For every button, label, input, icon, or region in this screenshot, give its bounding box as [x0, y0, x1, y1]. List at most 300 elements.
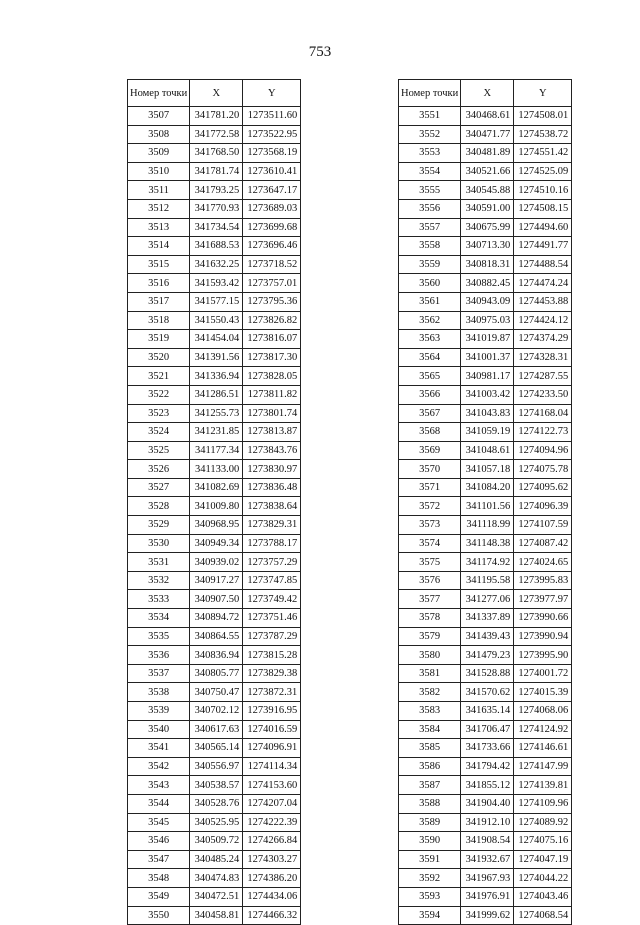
cell-point-number: 3536	[128, 646, 190, 665]
cell-point-number: 3570	[399, 460, 461, 479]
cell-x: 341781.20	[190, 107, 243, 126]
cell-point-number: 3521	[128, 367, 190, 386]
cell-x: 341904.40	[461, 794, 514, 813]
cell-x: 340907.50	[190, 590, 243, 609]
cell-x: 341231.85	[190, 423, 243, 442]
cell-point-number: 3578	[399, 609, 461, 628]
cell-x: 340528.76	[190, 794, 243, 813]
cell-x: 341772.58	[190, 125, 243, 144]
cell-y: 1274153.60	[243, 776, 301, 795]
cell-point-number: 3508	[128, 125, 190, 144]
cell-x: 341174.92	[461, 553, 514, 572]
cell-point-number: 3589	[399, 813, 461, 832]
cell-y: 1273817.30	[243, 348, 301, 367]
table-row	[128, 813, 301, 832]
cell-x: 340750.47	[190, 683, 243, 702]
cell-x: 341768.50	[190, 144, 243, 163]
cell-x: 340836.94	[190, 646, 243, 665]
table-row	[399, 107, 572, 126]
cell-point-number: 3523	[128, 404, 190, 423]
table-row	[399, 664, 572, 683]
cell-x: 341635.14	[461, 702, 514, 721]
cell-y: 1273757.29	[243, 553, 301, 572]
cell-point-number: 3562	[399, 311, 461, 330]
cell-point-number: 3525	[128, 441, 190, 460]
table-header-row	[399, 80, 572, 107]
cell-x: 341593.42	[190, 274, 243, 293]
cell-y: 1273718.52	[243, 255, 301, 274]
cell-x: 340805.77	[190, 664, 243, 683]
cell-y: 1274043.46	[514, 887, 572, 906]
cell-y: 1273568.19	[243, 144, 301, 163]
cell-point-number: 3559	[399, 255, 461, 274]
cell-point-number: 3548	[128, 869, 190, 888]
cell-point-number: 3512	[128, 199, 190, 218]
cell-point-number: 3568	[399, 423, 461, 442]
table-row	[128, 162, 301, 181]
cell-y: 1274114.34	[243, 757, 301, 776]
cell-x: 341133.00	[190, 460, 243, 479]
cell-x: 341043.83	[461, 404, 514, 423]
table-row	[128, 869, 301, 888]
cell-point-number: 3540	[128, 720, 190, 739]
cell-y: 1274089.92	[514, 813, 572, 832]
cell-x: 340949.34	[190, 534, 243, 553]
cell-x: 340975.03	[461, 311, 514, 330]
table-row	[128, 125, 301, 144]
cell-y: 1273787.29	[243, 627, 301, 646]
cell-x: 341059.19	[461, 423, 514, 442]
table-row	[128, 646, 301, 665]
cell-x: 341148.38	[461, 534, 514, 553]
cell-y: 1274096.39	[514, 497, 572, 516]
cell-x: 341794.42	[461, 757, 514, 776]
table-row	[128, 720, 301, 739]
cell-x: 341286.51	[190, 385, 243, 404]
cell-point-number: 3566	[399, 385, 461, 404]
table-row	[399, 274, 572, 293]
coordinates-table-right	[398, 79, 572, 925]
cell-y: 1274551.42	[514, 144, 572, 163]
cell-y: 1274233.50	[514, 385, 572, 404]
table-row	[128, 664, 301, 683]
cell-y: 1274015.39	[514, 683, 572, 702]
cell-y: 1274287.55	[514, 367, 572, 386]
page-number: 753	[308, 44, 332, 60]
cell-point-number: 3592	[399, 869, 461, 888]
table-row	[399, 850, 572, 869]
table-row	[399, 460, 572, 479]
table-row	[399, 702, 572, 721]
cell-point-number: 3585	[399, 739, 461, 758]
cell-x: 341101.56	[461, 497, 514, 516]
table-row	[399, 367, 572, 386]
cell-y: 1274122.73	[514, 423, 572, 442]
cell-point-number: 3537	[128, 664, 190, 683]
cell-point-number: 3507	[128, 107, 190, 126]
header-point-number: Номер точки	[128, 80, 190, 107]
cell-y: 1273813.87	[243, 423, 301, 442]
header-point-number: Номер точки	[399, 80, 461, 107]
cell-x: 341733.66	[461, 739, 514, 758]
cell-y: 1273699.68	[243, 218, 301, 237]
cell-x: 341177.34	[190, 441, 243, 460]
table-row	[128, 460, 301, 479]
cell-x: 340943.09	[461, 292, 514, 311]
cell-point-number: 3527	[128, 478, 190, 497]
cell-point-number: 3569	[399, 441, 461, 460]
cell-y: 1274047.19	[514, 850, 572, 869]
cell-y: 1273828.05	[243, 367, 301, 386]
table-row	[399, 794, 572, 813]
cell-point-number: 3542	[128, 757, 190, 776]
cell-x: 341932.67	[461, 850, 514, 869]
cell-x: 341550.43	[190, 311, 243, 330]
cell-point-number: 3517	[128, 292, 190, 311]
cell-x: 341391.56	[190, 348, 243, 367]
cell-point-number: 3586	[399, 757, 461, 776]
cell-y: 1274107.59	[514, 516, 572, 535]
cell-point-number: 3552	[399, 125, 461, 144]
cell-point-number: 3520	[128, 348, 190, 367]
table-row	[128, 627, 301, 646]
cell-y: 1273916.95	[243, 702, 301, 721]
table-row	[128, 553, 301, 572]
cell-y: 1274374.29	[514, 330, 572, 349]
cell-y: 1274328.31	[514, 348, 572, 367]
cell-x: 340556.97	[190, 757, 243, 776]
cell-y: 1274386.20	[243, 869, 301, 888]
table-row	[128, 850, 301, 869]
cell-y: 1273872.31	[243, 683, 301, 702]
cell-y: 1274538.72	[514, 125, 572, 144]
cell-point-number: 3515	[128, 255, 190, 274]
cell-point-number: 3518	[128, 311, 190, 330]
table-row	[128, 609, 301, 628]
table-row	[128, 832, 301, 851]
cell-x: 341793.25	[190, 181, 243, 200]
cell-y: 1274466.32	[243, 906, 301, 925]
cell-point-number: 3513	[128, 218, 190, 237]
coordinates-table-left	[127, 79, 301, 925]
cell-y: 1274303.27	[243, 850, 301, 869]
cell-point-number: 3572	[399, 497, 461, 516]
table-row	[128, 181, 301, 200]
cell-y: 1274168.04	[514, 404, 572, 423]
table-row	[128, 441, 301, 460]
table-row	[128, 348, 301, 367]
cell-x: 340968.95	[190, 516, 243, 535]
cell-y: 1273995.83	[514, 571, 572, 590]
cell-x: 340565.14	[190, 739, 243, 758]
header-x: X	[190, 80, 243, 107]
cell-x: 340471.77	[461, 125, 514, 144]
table-row	[128, 107, 301, 126]
table-row	[399, 683, 572, 702]
cell-y: 1273788.17	[243, 534, 301, 553]
cell-y: 1274434.06	[243, 887, 301, 906]
table-row	[399, 181, 572, 200]
cell-point-number: 3583	[399, 702, 461, 721]
header-x: X	[461, 80, 514, 107]
cell-x: 341706.47	[461, 720, 514, 739]
table-row	[128, 478, 301, 497]
cell-point-number: 3532	[128, 571, 190, 590]
cell-x: 340538.57	[190, 776, 243, 795]
cell-point-number: 3546	[128, 832, 190, 851]
table-row	[399, 739, 572, 758]
cell-y: 1274139.81	[514, 776, 572, 795]
table-row	[399, 887, 572, 906]
cell-point-number: 3547	[128, 850, 190, 869]
cell-x: 340591.00	[461, 199, 514, 218]
cell-y: 1273995.90	[514, 646, 572, 665]
cell-point-number: 3590	[399, 832, 461, 851]
cell-x: 341976.91	[461, 887, 514, 906]
cell-x: 340818.31	[461, 255, 514, 274]
cell-point-number: 3516	[128, 274, 190, 293]
cell-x: 341454.04	[190, 330, 243, 349]
table-row	[399, 869, 572, 888]
cell-y: 1273811.82	[243, 385, 301, 404]
table-row	[399, 571, 572, 590]
cell-point-number: 3560	[399, 274, 461, 293]
cell-point-number: 3582	[399, 683, 461, 702]
cell-x: 341688.53	[190, 237, 243, 256]
cell-point-number: 3533	[128, 590, 190, 609]
cell-y: 1274146.61	[514, 739, 572, 758]
cell-x: 341195.58	[461, 571, 514, 590]
cell-x: 340472.51	[190, 887, 243, 906]
cell-y: 1273826.82	[243, 311, 301, 330]
cell-x: 341912.10	[461, 813, 514, 832]
cell-x: 341770.93	[190, 199, 243, 218]
cell-x: 340981.17	[461, 367, 514, 386]
cell-y: 1273829.38	[243, 664, 301, 683]
cell-y: 1274016.59	[243, 720, 301, 739]
cell-y: 1274207.04	[243, 794, 301, 813]
cell-y: 1274266.84	[243, 832, 301, 851]
cell-x: 341632.25	[190, 255, 243, 274]
cell-point-number: 3573	[399, 516, 461, 535]
table-row	[399, 478, 572, 497]
table-row	[399, 516, 572, 535]
cell-y: 1274222.39	[243, 813, 301, 832]
cell-point-number: 3539	[128, 702, 190, 721]
cell-point-number: 3545	[128, 813, 190, 832]
cell-x: 341082.69	[190, 478, 243, 497]
cell-y: 1273815.28	[243, 646, 301, 665]
cell-y: 1274488.54	[514, 255, 572, 274]
cell-point-number: 3584	[399, 720, 461, 739]
cell-point-number: 3511	[128, 181, 190, 200]
cell-point-number: 3543	[128, 776, 190, 795]
cell-y: 1273795.36	[243, 292, 301, 311]
table-row	[399, 441, 572, 460]
cell-y: 1274068.06	[514, 702, 572, 721]
table-row	[128, 404, 301, 423]
cell-x: 340521.66	[461, 162, 514, 181]
table-row	[128, 311, 301, 330]
cell-x: 341003.42	[461, 385, 514, 404]
cell-point-number: 3554	[399, 162, 461, 181]
cell-x: 341570.62	[461, 683, 514, 702]
cell-x: 340481.89	[461, 144, 514, 163]
cell-y: 1274024.65	[514, 553, 572, 572]
table-row	[399, 385, 572, 404]
table-row	[399, 590, 572, 609]
cell-point-number: 3591	[399, 850, 461, 869]
cell-point-number: 3561	[399, 292, 461, 311]
table-row	[128, 367, 301, 386]
table-row	[128, 516, 301, 535]
cell-y: 1274075.16	[514, 832, 572, 851]
cell-y: 1273816.07	[243, 330, 301, 349]
cell-y: 1274147.99	[514, 757, 572, 776]
table-row	[399, 646, 572, 665]
cell-y: 1273990.94	[514, 627, 572, 646]
table-row	[128, 534, 301, 553]
cell-y: 1273977.97	[514, 590, 572, 609]
cell-x: 340525.95	[190, 813, 243, 832]
table-row	[128, 702, 301, 721]
cell-y: 1273843.76	[243, 441, 301, 460]
table-row	[399, 218, 572, 237]
cell-x: 341019.87	[461, 330, 514, 349]
cell-y: 1274508.15	[514, 199, 572, 218]
table-row	[399, 757, 572, 776]
cell-x: 341001.37	[461, 348, 514, 367]
cell-x: 341118.99	[461, 516, 514, 535]
cell-y: 1274491.77	[514, 237, 572, 256]
cell-y: 1273522.95	[243, 125, 301, 144]
table-header-row	[128, 80, 301, 107]
table-row	[128, 423, 301, 442]
table-row	[128, 739, 301, 758]
cell-x: 340713.30	[461, 237, 514, 256]
cell-y: 1274508.01	[514, 107, 572, 126]
cell-x: 340702.12	[190, 702, 243, 721]
cell-y: 1274124.92	[514, 720, 572, 739]
cell-x: 340675.99	[461, 218, 514, 237]
table-row	[399, 404, 572, 423]
cell-point-number: 3514	[128, 237, 190, 256]
cell-x: 340458.81	[190, 906, 243, 925]
cell-y: 1273838.64	[243, 497, 301, 516]
cell-point-number: 3556	[399, 199, 461, 218]
table-row	[399, 776, 572, 795]
cell-point-number: 3575	[399, 553, 461, 572]
cell-y: 1273801.74	[243, 404, 301, 423]
table-row	[128, 906, 301, 925]
cell-point-number: 3530	[128, 534, 190, 553]
cell-x: 340617.63	[190, 720, 243, 739]
table-row	[128, 683, 301, 702]
cell-y: 1273757.01	[243, 274, 301, 293]
cell-point-number: 3553	[399, 144, 461, 163]
cell-y: 1274068.54	[514, 906, 572, 925]
cell-x: 341336.94	[190, 367, 243, 386]
cell-point-number: 3576	[399, 571, 461, 590]
cell-point-number: 3541	[128, 739, 190, 758]
table-row	[399, 627, 572, 646]
table-row	[128, 497, 301, 516]
cell-y: 1274094.96	[514, 441, 572, 460]
cell-x: 341967.93	[461, 869, 514, 888]
cell-point-number: 3571	[399, 478, 461, 497]
cell-point-number: 3555	[399, 181, 461, 200]
cell-point-number: 3544	[128, 794, 190, 813]
cell-point-number: 3529	[128, 516, 190, 535]
table-row	[399, 553, 572, 572]
cell-y: 1274001.72	[514, 664, 572, 683]
cell-x: 340917.27	[190, 571, 243, 590]
table-row	[128, 330, 301, 349]
cell-y: 1273610.41	[243, 162, 301, 181]
table-row	[399, 609, 572, 628]
table-row	[399, 292, 572, 311]
cell-y: 1273830.97	[243, 460, 301, 479]
cell-y: 1274087.42	[514, 534, 572, 553]
cell-point-number: 3558	[399, 237, 461, 256]
cell-x: 340545.88	[461, 181, 514, 200]
cell-y: 1273751.46	[243, 609, 301, 628]
table-row	[128, 590, 301, 609]
cell-point-number: 3594	[399, 906, 461, 925]
cell-y: 1274044.22	[514, 869, 572, 888]
cell-x: 341855.12	[461, 776, 514, 795]
cell-point-number: 3549	[128, 887, 190, 906]
cell-point-number: 3564	[399, 348, 461, 367]
cell-point-number: 3551	[399, 107, 461, 126]
table-row	[399, 311, 572, 330]
cell-y: 1273689.03	[243, 199, 301, 218]
table-row	[399, 237, 572, 256]
cell-y: 1274075.78	[514, 460, 572, 479]
cell-x: 340485.24	[190, 850, 243, 869]
table-row	[128, 887, 301, 906]
table-row	[399, 199, 572, 218]
cell-x: 341048.61	[461, 441, 514, 460]
cell-point-number: 3593	[399, 887, 461, 906]
table-row	[399, 144, 572, 163]
cell-point-number: 3538	[128, 683, 190, 702]
cell-y: 1273749.42	[243, 590, 301, 609]
cell-y: 1273647.17	[243, 181, 301, 200]
cell-x: 340474.83	[190, 869, 243, 888]
cell-x: 340468.61	[461, 107, 514, 126]
cell-y: 1274474.24	[514, 274, 572, 293]
table-row	[128, 571, 301, 590]
cell-point-number: 3510	[128, 162, 190, 181]
cell-point-number: 3509	[128, 144, 190, 163]
cell-x: 341255.73	[190, 404, 243, 423]
table-row	[128, 218, 301, 237]
cell-x: 341009.80	[190, 497, 243, 516]
header-y: Y	[514, 80, 572, 107]
cell-y: 1273747.85	[243, 571, 301, 590]
table-row	[399, 720, 572, 739]
cell-point-number: 3528	[128, 497, 190, 516]
table-row	[128, 144, 301, 163]
cell-point-number: 3577	[399, 590, 461, 609]
table-row	[128, 385, 301, 404]
table-row	[128, 237, 301, 256]
table-row	[399, 162, 572, 181]
cell-x: 340939.02	[190, 553, 243, 572]
cell-y: 1274510.16	[514, 181, 572, 200]
cell-y: 1273829.31	[243, 516, 301, 535]
